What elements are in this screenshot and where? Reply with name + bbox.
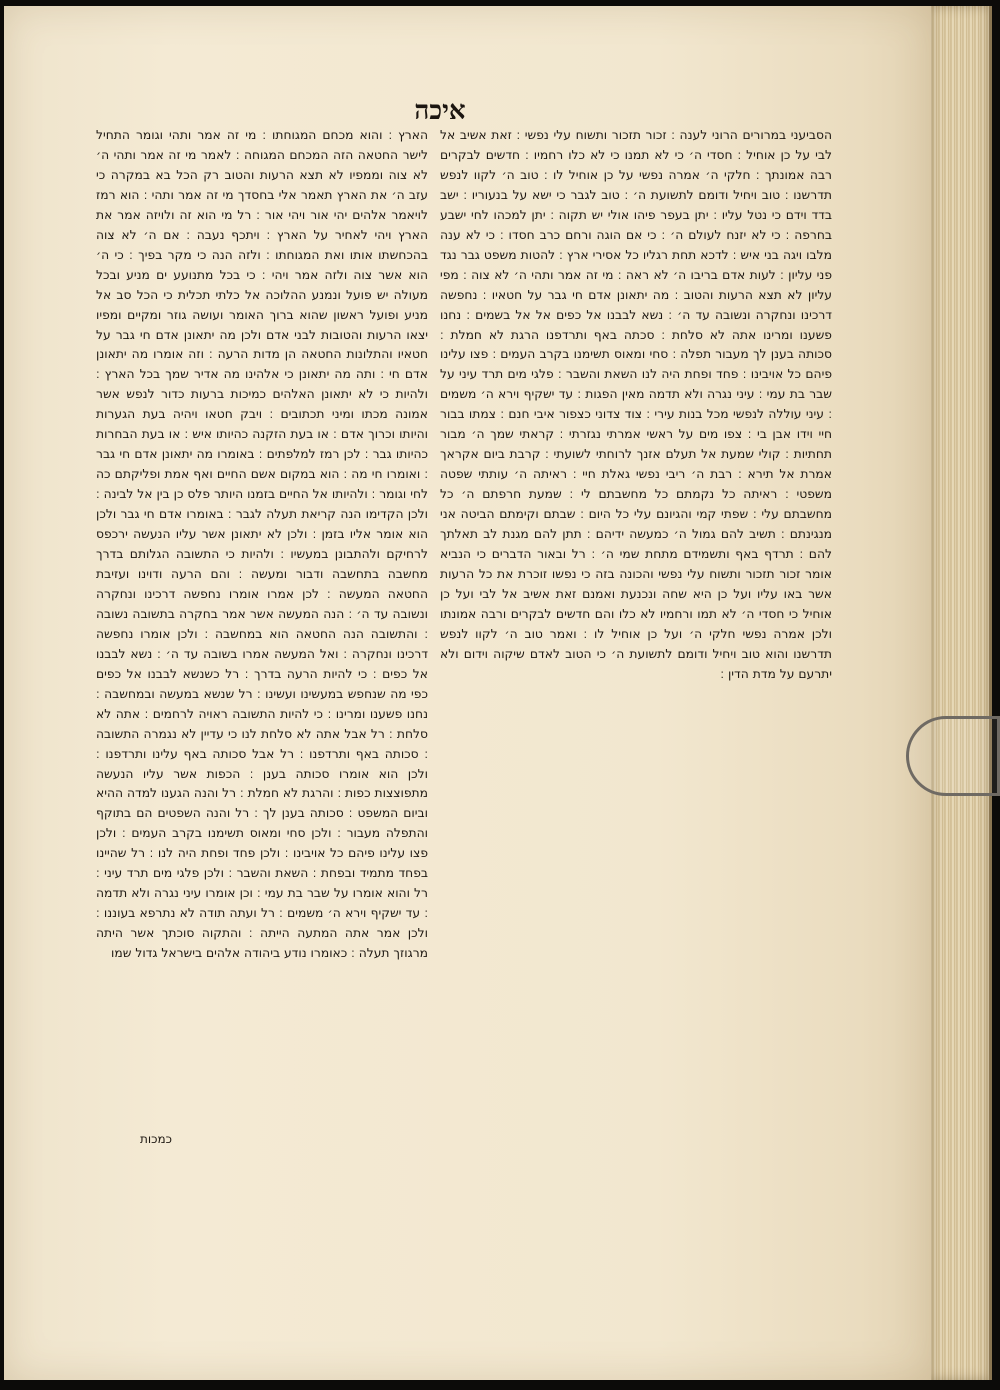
running-head: איכה [414, 96, 466, 126]
catchword: כמכות [140, 1132, 172, 1146]
text-column-left [96, 126, 428, 1156]
text-column-right [440, 126, 832, 1156]
left-column-text: הארץ ׃ והוא מכחם המגוחתו ׃ מי זה אמר ותהי וגומר התחיל לישר החטאה הזה המכחם המגוחה ׃ לאמר מי זה אמר ותהי ה׳ לא צוה וממפיו לא תצא הרעות והטוב רק הכל בא במקרה כי עזב ה׳ את הארץ תאמר אלי בחסדך מי זה אמר ותהי ׃ הוא רמז לויאמר אלהים יהי אור ויהי אור ׃ רל מי הוא זה ולויזה אמר את הארץ ויהי לאחיר על הארץ ׃ ויתכף נעבה ׃ אם ה׳ לא צוה בהכחשתו אותו ואת המגוחתו ׃ ולזה הנה כי מקר בפיך ׃ כי ה׳ הוא אשר צוה ולזה אמר ויהי ׃ כי בכל מתנועע ים מניע ובכל מעולה יש פועל ונמנע ההלוכה אל כלתי תכלית כי הכל סב אל מניע ופועל ראשון שהוא ברוך האומר ועושה גוזר ומקיים ומפיו יצאו הרעות והטובות לבני אדם ולכן מה יתאונן אדם חי גבר על חטאיו והתלונות החטאה הן מדות הרעה ׃ וזה אומרו מה יתאונן אדם חי ׃ ותה מה יתאונן כי אלהינו מה אדיר שמך בכל הארץ ׃ ולהיות כי לא יתאונן האלהים כמיכות ברעות כדור לנפש אשר אמונה מכתו ומיני תכתובים ׃ ויבק חטאו ויהיה בעת הגערות והיותו וכרוך אדם ׃ או בעת הזקנה כהיותו איש ׃ או בעת הבחרות כהיותו גבר ׃ לכן רמז למלפתים ׃ באומרו מה יתאונן אדם חי גבר ׃ ואומרו חי מה ׃ הוא במקום אשם החיים ואף אמת ופליקתם כה לחי וגומר ׃ ולהיותו אל החיים בזמנו היותר פלס כן בין אל לבינה ׃ ולכן הקדימו הנה קריאת תעלה לגבר ׃ באומרו אדם חי גבר ולכן הוא אומר אליו בזמן ׃ ולכן לא יתאונן אשר עליו הנעשה ירכפס לרחיקם ולהתבונן במעשיו ׃ ולהיות כי התשובה הגלותם בדרך מחשבה בתחשבה ודבור ומעשה ׃ והם הרעה ודוינו ועזיבת החטאה המעשה ׃ לכן אמרו אומרו נחפשה דרכינו ונחקרה ונשובה עד ה׳ ׃ הנה המעשה אשר אמר בחקרה בתשובה נשובה ׃ והתשובה הנה החטאה הוא במחשבה ׃ ולכן אומרו נחפשה דרכינו ונחקרה ׃ ואל המעשה אמרו בשובה עד ה׳ ׃ נשא לבבנו אל כפים ׃ כי להיות הרעה בדרך ׃ רל כשנשא לבבנו אל כפים כפי מה שנחפש במעשינו ועשינו ׃ רל שנשא במעשה ובמחשבה ׃ נחנו פשענו ומרינו ׃ כי להיות התשובה ראויה לרחמים ׃ אתה לא סלחת ׃ רל אבל אתה לא סלחת לנו כי עדיין לא נגמרה התשובה ׃ סכותה באף ותרדפנו ׃ רל אבל סכותה באף עלינו ותרדפנו ׃ ולכן הוא אומרו סכותה בענן ׃ הכפות אשר עליו הנעשה מתפוצצות כפות ׃ והרגת לא חמלת ׃ רל והנה הגענו למדה ההיא וביום המשפט ׃ סכותה בענן לך ׃ רל והנה השפטים הם בתוקף והתפלה מעבור ׃ ולכן סחי ומאוס תשימנו בקרב העמים ׃ ולכן פצו עלינו פיהם כל אויבינו ׃ ולכן פחד ופחת היה לנו ׃ רל שהיינו בפחד מתמיד ובפחת ׃ השאת והשבר ׃ ולכן פלגי מים תרד עיני ׃ רל והוא אומרו על שבר בת עמי ׃ וכן אומרו עיני נגרה ולא תדמה ׃ עד ישקיף וירא ה׳ משמים ׃ רל ועתה תודה לא נתרפא בעוננו ׃ ולכן אמר אתה המתעה הייתה ׃ והתקוה סוכתך אשר היתה מרגוזך תעלה ׃ כאומרו נודע ביהודה אלהים בישראל גדול שמו [96, 128, 428, 961]
right-column-text: הסביעני במרורים הרוני לענה ׃ זכור תזכור ותשוח עלי נפשי ׃ זאת אשיב אל לבי על כן אוחיל ׃ חסדי ה׳ כי לא תמנו כי לא כלו רחמיו ׃ חדשים לבקרים רבה אמונתך ׃ חלקי ה׳ אמרה נפשי על כן אוחיל לו ׃ טוב ה׳ לקוו לנפש תדרשנו ׃ טוב ויחיל ודומם לתשועת ה׳ ׃ טוב לגבר כי ישא על בנעוריו ׃ ישב בדד וידם כי נטל עליו ׃ יתן בעפר פיהו אולי יש תקוה ׃ יתן למכהו לחי ישבע בחרפה ׃ כי לא יזנח לעולם ה׳ ׃ כי אם הוגה ורחם כרב חסדו ׃ כי לא ענה מלבו ויגה בני איש ׃ לדכא תחת רגליו כל אסירי ארץ ׃ להטות משפט גבר נגד פני עליון ׃ לעות אדם בריבו ה׳ לא ראה ׃ מי זה אמר ותהי ה׳ לא צוה ׃ מפי עליון לא תצא הרעות והטוב ׃ מה יתאונן אדם חי גבר על חטאיו ׃ נחפשה דרכינו ונחקרה ונשובה עד ה׳ ׃ נשא לבבנו אל כפים אל אל בשמים ׃ נחנו פשענו ומרינו אתה לא סלחת ׃ סכתה באף ותרדפנו הרגת לא חמלת ׃ סכותה בענן לך מעבור תפלה ׃ סחי ומאוס תשימנו בקרב העמים ׃ פצו עלינו פיהם כל אויבינו ׃ פחד ופחת היה לנו השאת והשבר ׃ פלגי מים תרד עיני על שבר בת עמי ׃ עיני נגרה ולא תדמה מאין הפגות ׃ עד ישקיף וירא ה׳ משמים ׃ עיני עוללה לנפשי מכל בנות עירי ׃ צוד צדוני כצפור איבי חנם ׃ צמתו בבור חיי וידו אבן בי ׃ צפו מים על ראשי אמרתי נגזרתי ׃ קראתי שמך ה׳ מבור תחתיות ׃ קולי שמעת אל תעלם אזנך לרוחתי לשועתי ׃ קרבת ביום אקראך אמרת אל תירא ׃ רבת ה׳ ריבי נפשי גאלת חיי ׃ ראיתה ה׳ עותתי שפטה משפטי ׃ ראיתה כל נקמתם כל מחשבתם לי ׃ שמעת חרפתם ה׳ כל מחשבתם עלי ׃ שפתי קמי והגיונם עלי כל היום ׃ שבתם וקימתם הביטה אני מנגינתם ׃ תשיב להם גמול ה׳ כמעשה ידיהם ׃ תתן להם מגנת לב תאלתך להם ׃ תרדף באף ותשמידם מתחת שמי ה׳ ׃ רל ובאור הדברים כי הנביא אומר זכור תזכור ותשוח עלי נפשי והכונה בזה כי נפשו זוכרת את כל הרעות אשר באו עליו ועל כן היא שחה ונכנעת ואמנם זאת אשיב אל לבי ועל כן אוחיל כי חסדי ה׳ לא תמו ורחמיו לא כלו והם חדשים לבקרים ורבה אמונתו ולכן אמרה נפשי חלקי ה׳ ועל כן אוחיל לו ׃ ואמר טוב ה׳ לקוו לנפש תדרשנו והוא טוב ויחיל ודומם לתשועת ה׳ כי הטוב לאדם שיקוה וידום ולא יתרעם על מדת הדין ׃ [440, 128, 832, 681]
book-page-edges [931, 6, 992, 1380]
page-clip-tab [906, 716, 1000, 796]
